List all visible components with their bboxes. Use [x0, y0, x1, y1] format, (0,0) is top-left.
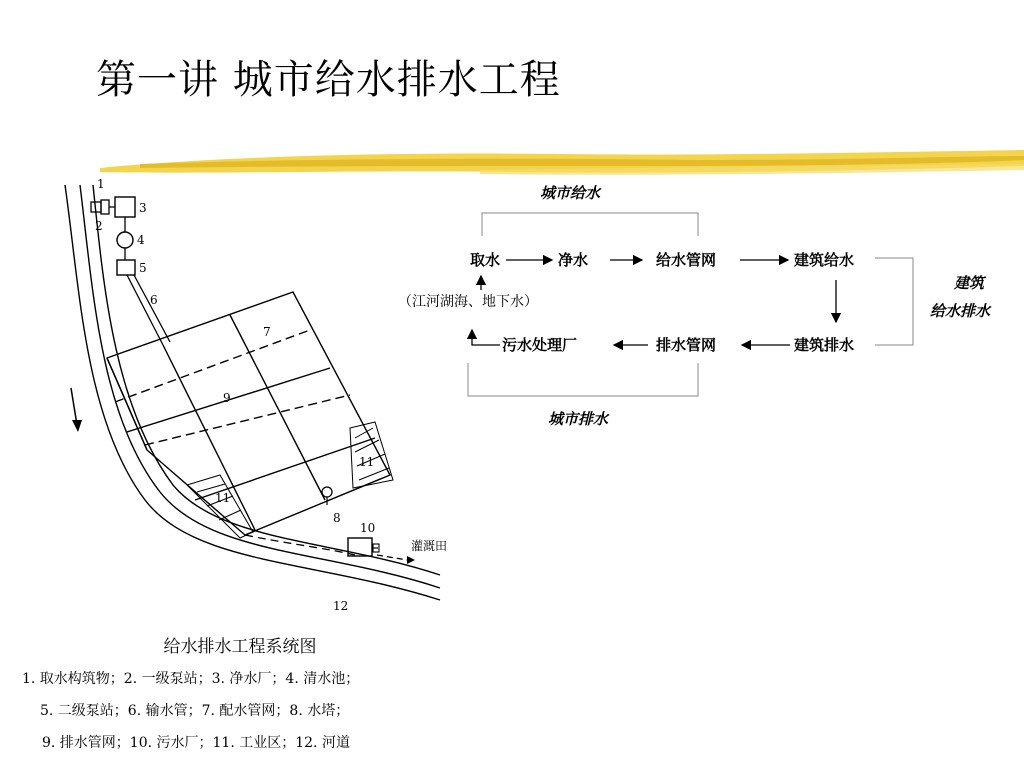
node-treatment-plant: 污水处理厂 — [502, 336, 578, 354]
supply-bracket — [482, 213, 698, 236]
slide-title: 第一讲 城市给水排水工程 — [96, 57, 561, 103]
map-number-3: 3 — [139, 201, 147, 215]
supply-title: 城市给水 — [540, 184, 601, 202]
building-bracket — [875, 258, 913, 345]
map-number-12: 12 — [333, 599, 349, 613]
drain-title: 城市排水 — [548, 410, 609, 428]
node-building-drain: 建筑排水 — [794, 336, 855, 354]
irrigation-label: 灌溉田 — [411, 539, 448, 553]
map-number-11-right: 11 — [359, 455, 375, 469]
water-cycle-flowchart — [380, 178, 1024, 438]
node-building-supply: 建筑给水 — [794, 251, 855, 269]
map-number-11-left: 11 — [215, 491, 231, 505]
pump-station-2 — [117, 260, 135, 275]
map-number-1: 1 — [97, 177, 105, 191]
diagram-caption-title: 给水排水工程系统图 — [163, 637, 317, 657]
wastewater-plant — [348, 538, 372, 556]
clear-well — [117, 232, 133, 248]
building-title-line2: 给水排水 — [930, 302, 991, 320]
node-drain-network: 排水管网 — [656, 336, 717, 354]
node-intake: 取水 — [470, 251, 501, 269]
drain-bracket — [468, 363, 698, 396]
flow-direction-arrow — [71, 388, 82, 432]
transmission-pipe — [127, 275, 170, 345]
water-plant — [115, 197, 135, 217]
map-number-9: 9 — [223, 391, 231, 405]
legend-line-3: 9. 排水管网；10. 污水厂；11. 工业区；12. 河道 — [42, 735, 350, 751]
map-number-8: 8 — [333, 511, 341, 525]
sewer-main — [245, 535, 355, 555]
pump-station-1 — [101, 200, 109, 214]
map-number-7: 7 — [263, 325, 271, 339]
water-tower — [322, 487, 332, 497]
node-source: （江河湖海、地下水） — [398, 294, 538, 310]
map-number-5: 5 — [139, 261, 147, 275]
map-number-6: 6 — [150, 293, 158, 307]
legend-line-1: 1. 取水构筑物；2. 一级泵站；3. 净水厂；4. 清水池； — [22, 671, 360, 687]
node-purify: 净水 — [558, 251, 589, 269]
node-supply-network: 给水管网 — [656, 251, 717, 269]
map-number-10: 10 — [360, 521, 376, 535]
building-title-line1: 建筑 — [954, 274, 985, 292]
distribution-grid — [107, 292, 390, 535]
legend-line-2: 5. 二级泵站；6. 输水管；7. 配水管网；8. 水塔； — [40, 703, 350, 719]
map-number-4: 4 — [137, 233, 145, 247]
map-number-2: 2 — [95, 219, 103, 233]
